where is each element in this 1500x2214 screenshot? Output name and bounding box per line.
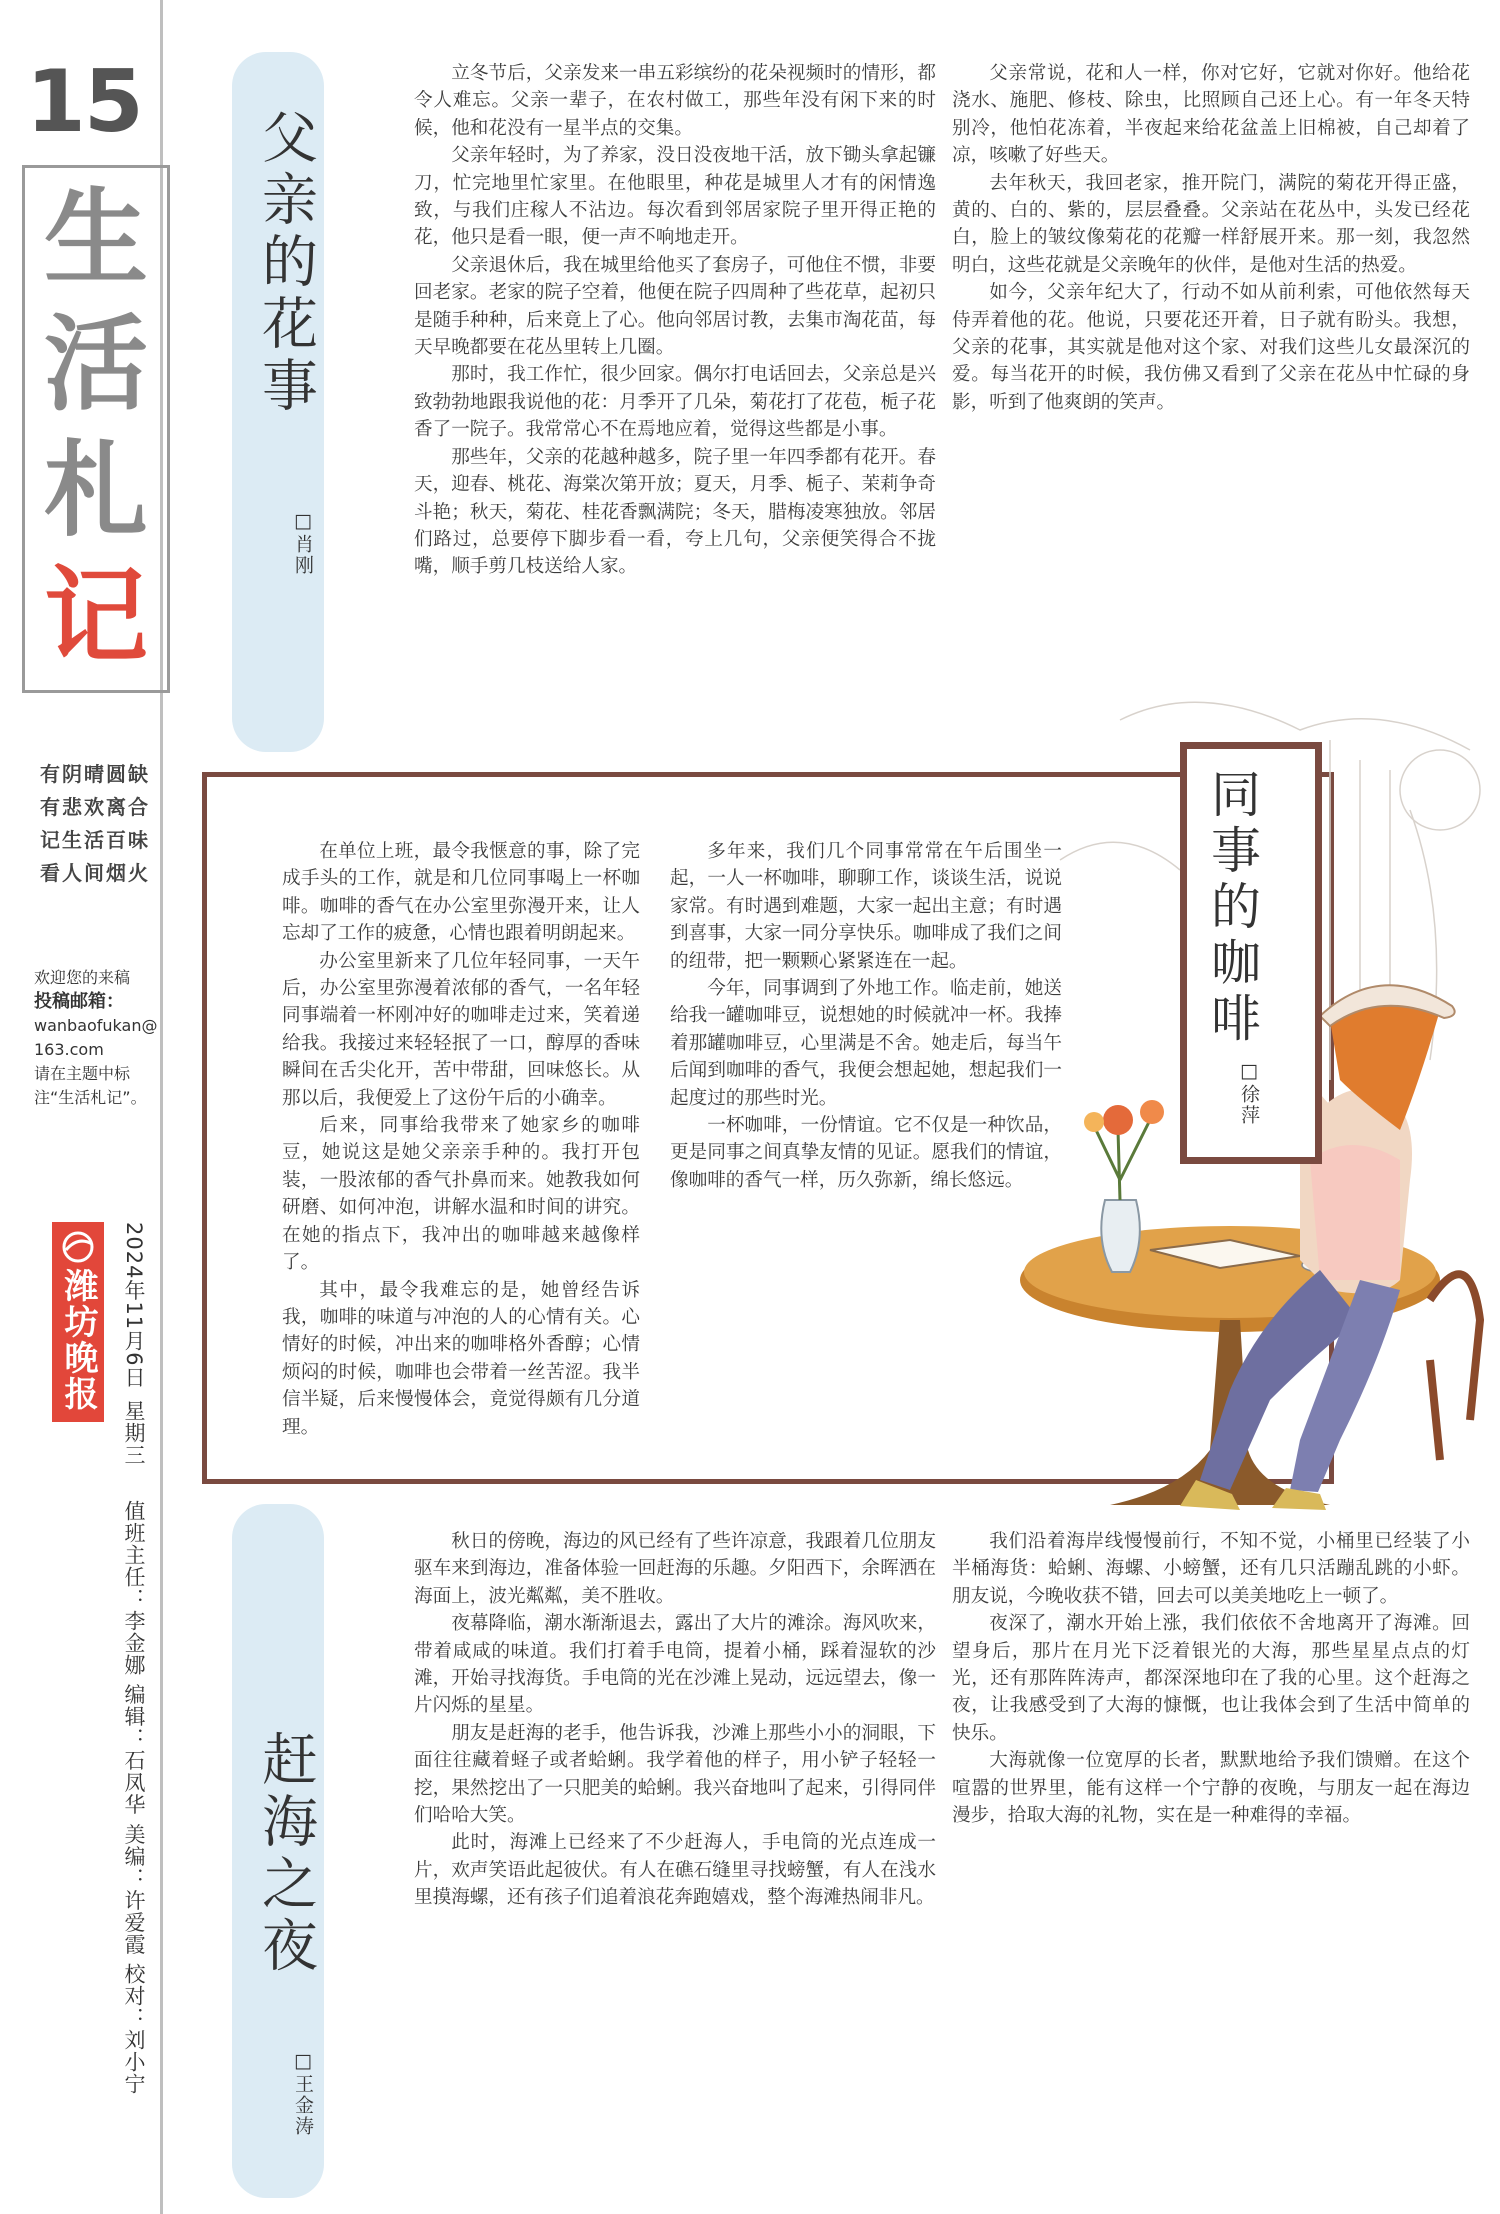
column-title-char: 生 [43,177,148,299]
issue-date: 2024年11月6日 [122,1222,146,1389]
article-column [414,60,936,708]
paragraph: 夜幕降临，潮水渐渐退去，露出了大片的滩涂。海风吹来，带着咸咸的味道。我们打着手电筒，提着小桶，踩着湿软的沙滩，开始寻找海货。手电筒的光在沙滩上晃动，远远望去，像一片闪烁的星星。 [414,1613,936,1717]
page-number: 15 [26,52,142,152]
paragraph: 夜深了，潮水开始上涨，我们依依不舍地离开了海滩。回望身后，那片在月光下泛着银光的大海，那些星星点点的灯光，还有那阵阵涛声，都深深地印在了我的心里。这个赶海之夜，让我感受到了大海的慷慨，也让我体会到了生活中简单的快乐。 [952,1613,1470,1744]
column-title-char: 札 [43,429,148,551]
paragraph: 办公室里新来了几位年轻同事，一天午后，办公室里弥漫着浓郁的香气，一名年轻同事端着一杯刚冲好的咖啡走过来，笑着递给我。我接过来轻轻抿了一口，醇厚的香味瞬间在舌尖化开，苦中带甜，回味悠长。从那以后，我便爱上了这份午后的小确幸。 [282,950,640,1109]
column-title [22,175,170,679]
article-author: □徐萍 [1238,1060,1260,1126]
paragraph: 那些年，父亲的花越种越多，院子里一年四季都有花开。春天，迎春、桃花、海棠次第开放；夏天，月季、栀子、茉莉争奇斗艳；秋天，菊花、桂花香飘满院；冬天，腊梅凌寒独放。邻居们路过，总要停下脚步看一看，夸上几句，父亲便笑得合不拢嘴，顺手剪几枝送给人家。 [414,446,936,578]
brand-name: 潍坊晚报 [58,1268,98,1412]
contribution-note: 请在主题中标注“生活札记”。 [34,1064,147,1107]
paragraph: 大海就像一位宽厚的长者，默默地给予我们馈赠。在这个喧嚣的世界里，能有这样一个宁静的夜晚，与朋友一起在海边漫步，拾取大海的礼物，实在是一种难得的幸福。 [952,1750,1470,1827]
paragraph: 在单位上班，最令我惬意的事，除了完成手头的工作，就是和几位同事喝上一杯咖啡。咖啡的香气在办公室里弥漫开来，让人忘却了工作的疲惫，心情也跟着明朗起来。 [282,841,640,945]
article-column [952,60,1470,650]
paragraph: 其中，最令我难忘的是，她曾经告诉我，咖啡的味道与冲泡的人的心情有关。心情好的时候，冲出来的咖啡格外香醇；心情烦闷的时候，咖啡也会带着一丝苦涩。我半信半疑，后来慢慢体会，竟觉得颇有几分道理。 [282,1279,640,1438]
paragraph: 如今，父亲年纪大了，行动不如从前利索，可他依然每天侍弄着他的花。他说，只要花还开着，日子就有盼头。我想，父亲的花事，其实就是他对这个家、对我们这些儿女最深沉的爱。每当花开的时候，我仿佛又看到了父亲在花丛中忙碌的身影，听到了他爽朗的笑声。 [952,282,1470,413]
paragraph: 父亲常说，花和人一样，你对它好，它就对你好。他给花浇水、施肥、修枝、除虫，比照顾自己还上心。有一年冬天特别冷，他怕花冻着，半夜起来给花盆盖上旧棉被，自己却着了凉，咳嗽了好些天。 [952,63,1470,167]
contribution-welcome: 欢迎您的来稿 [34,968,131,987]
paragraph: 立冬节后，父亲发来一串五彩缤纷的花朵视频时的情形，都令人难忘。父亲一辈子，在农村做工，那些年没有闲下来的时候，他和花没有一星半点的交集。 [414,63,936,139]
paragraph: 那时，我工作忙，很少回家。偶尔打电话回去，父亲总是兴致勃勃地跟我说他的花：月季开了几朵，菊花打了花苞，栀子花香了一院子。我常常心不在焉地应着，觉得这些都是小事。 [414,364,936,441]
slogan-line: 有悲欢离合 [40,795,150,819]
paragraph: 秋日的傍晚，海边的风已经有了些许凉意，我跟着几位朋友驱车来到海边，准备体验一回赶海的乐趣。夕阳西下，余晖洒在海面上，波光粼粼，美不胜收。 [414,1531,936,1607]
column-slogan [40,758,170,890]
article-column [414,1528,936,2194]
paragraph: 多年来，我们几个同事常常在午后围坐一起，一人一杯咖啡，聊聊工作，谈谈生活，说说家常。有时遇到难题，大家一起出主意；有时遇到喜事，大家一同分享快乐。咖啡成了我们之间的纽带，把一颗颗心紧紧连在一起。 [670,841,1062,972]
article-author: □王金涛 [292,2050,314,2137]
contribution-label: 投稿邮箱： [34,991,124,1012]
contribution-info [34,966,164,1110]
article-column [952,1528,1470,2194]
paragraph: 此时，海滩上已经来了不少赶海人，手电筒的光点连成一片，欢声笑语此起彼伏。有人在礁石缝里寻找螃蟹，有人在浅水里摸海螺，还有孩子们追着浪花奔跑嬉戏，整个海滩热闹非凡。 [414,1832,936,1909]
staff-credits: 值班主任：李金娜 编辑：石凤华 美编：许爱霞 校对：刘小宁 [122,1500,146,2096]
article-author: □肖刚 [292,510,314,576]
paragraph: 一杯咖啡，一份情谊。它不仅是一种饮品，更是同事之间真挚友情的见证。愿我们的情谊，像咖啡的香气一样，历久弥新，绵长悠远。 [670,1115,1062,1191]
column-title-char: 记 [43,555,148,677]
issue-weekday: 星期三 [122,1400,146,1466]
paragraph: 去年秋天，我回老家，推开院门，满院的菊花开得正盛，黄的、白的、紫的，层层叠叠。父亲站在花丛中，头发已经花白，脸上的皱纹像菊花的花瓣一样舒展开来。那一刻，我忽然明白，这些花就是父亲晚年的伙伴，是他对生活的热爱。 [952,172,1470,276]
contribution-email[interactable]: wanbaofukan@163.com [34,1016,158,1059]
paragraph: 朋友是赶海的老手，他告诉我，沙滩上那些小小的洞眼，下面往往藏着蛏子或者蛤蜊。我学着他的样子，用小铲子轻轻一挖，果然挖出了一只肥美的蛤蜊。我兴奋地叫了起来，引得同伴们哈哈大笑。 [414,1722,936,1827]
paragraph: 父亲年轻时，为了养家，没日没夜地干活，放下锄头拿起镰刀，忙完地里忙家里。在他眼里，种花是城里人才有的闲情逸致，与我们庄稼人不沾边。每次看到邻居家院子里开得正艳的花，他只是看一眼，便一声不响地走开。 [414,145,936,249]
column-title-char: 活 [43,303,148,425]
slogan-line: 看人间烟火 [40,861,150,885]
article-title: 父亲的花事 [253,108,318,418]
article-column [282,838,640,1466]
slogan-line: 有阴晴圆缺 [40,762,150,786]
paragraph: 今年，同事调到了外地工作。临走前，她送给我一罐咖啡豆，说想她的时候就冲一杯。我捧着那罐咖啡豆，心里满是不舍。她走后，每当午后闻到咖啡的香气，我便会想起她，想起我们一起度过的那些时光。 [670,978,1062,1109]
brand-swirl-icon [56,1230,100,1264]
paragraph: 父亲退休后，我在城里给他买了套房子，可他住不惯，非要回老家。老家的院子空着，他便在院子四周种了些花草，起初只是随手种种，后来竟上了心。他向邻居讨教，去集市淘花苗，每天早晚都要在花丛里转上几圈。 [414,254,936,359]
paragraph: 我们沿着海岸线慢慢前行，不知不觉，小桶里已经装了小半桶海货：蛤蜊、海螺、小螃蟹，还有几只活蹦乱跳的小虾。朋友说，今晚收获不错，回去可以美美地吃上一顿了。 [952,1531,1470,1607]
paragraph: 后来，同事给我带来了她家乡的咖啡豆，她说这是她父亲亲手种的。我打开包装，一股浓郁的香气扑鼻而来。她教我如何研磨、如何冲泡，讲解水温和时间的讲究。在她的指点下，我冲出的咖啡越来越像样了。 [282,1115,640,1274]
article-title: 赶海之夜 [253,1730,318,1978]
slogan-line: 记生活百味 [40,828,150,852]
article-title: 同事的咖啡 [1203,768,1261,1048]
